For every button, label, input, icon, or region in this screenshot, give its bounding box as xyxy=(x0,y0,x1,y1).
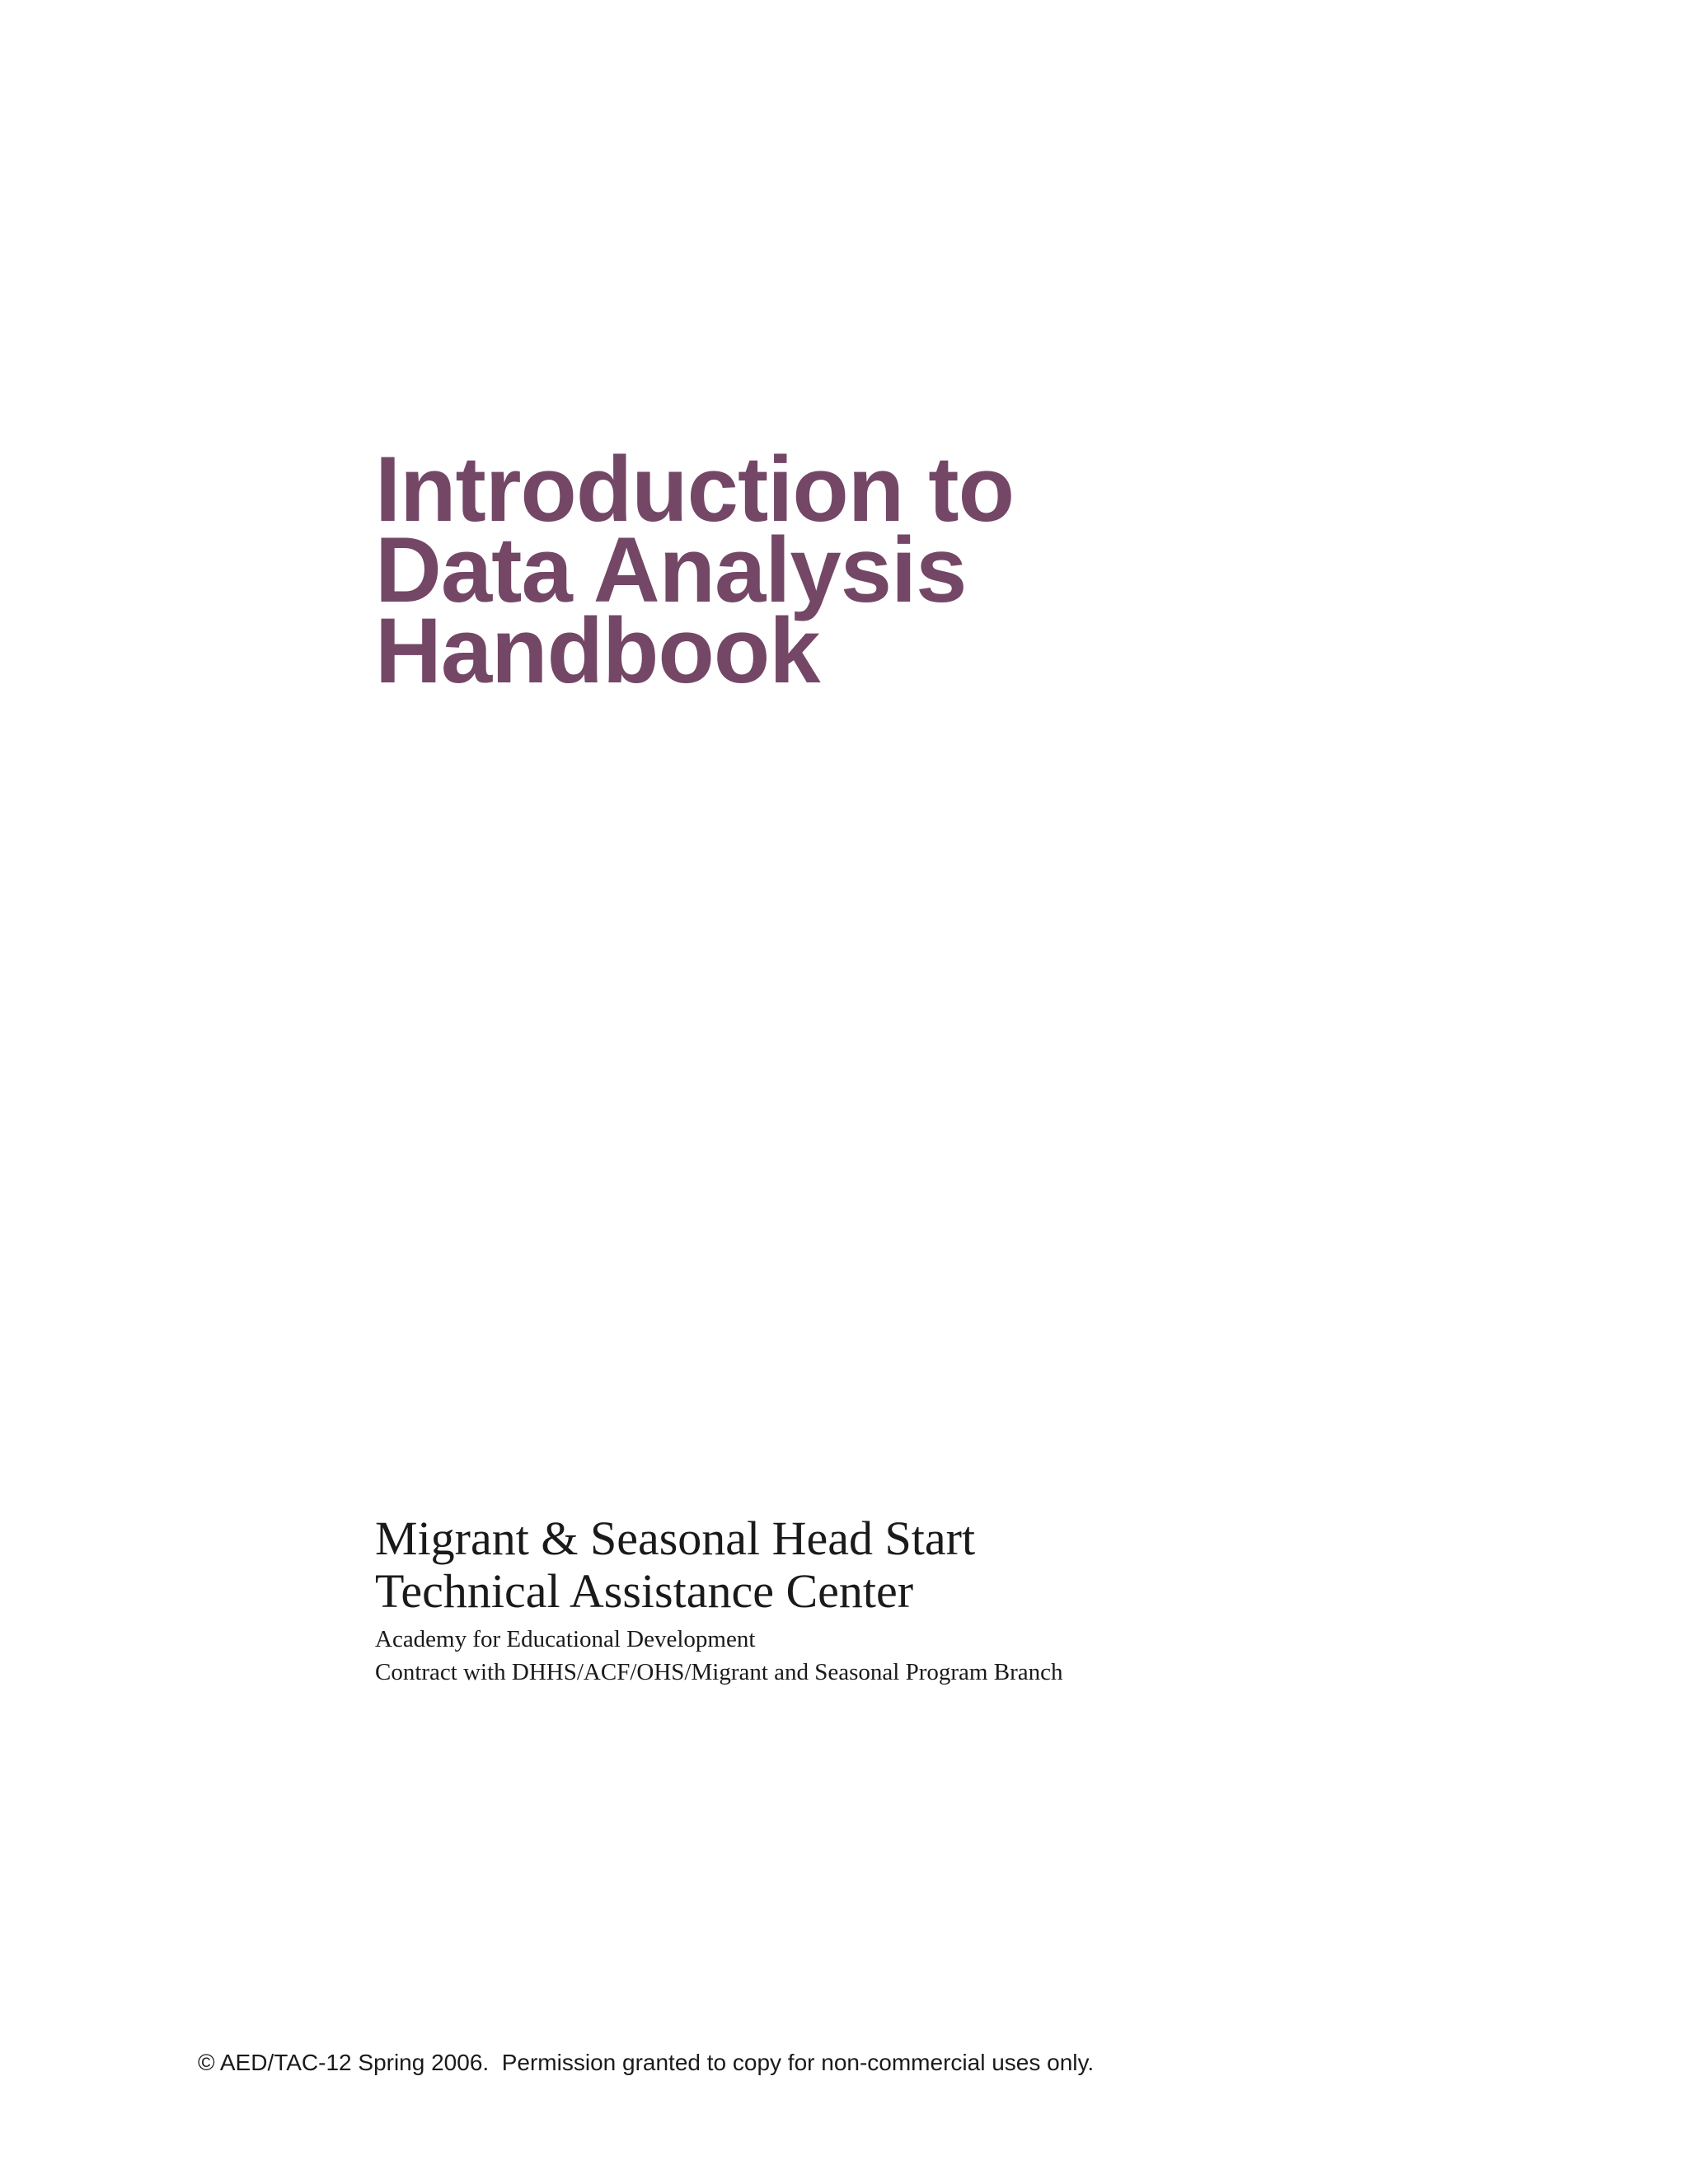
organization-academy: Academy for Educational Development xyxy=(375,1626,756,1652)
organization-name-line-2: Technical Assistance Center xyxy=(375,1564,914,1618)
title-line-2: Data Analysis xyxy=(375,518,967,621)
title-line-1: Introduction to xyxy=(375,438,1015,541)
organization-name-line-1: Migrant & Seasonal Head Start xyxy=(375,1511,976,1565)
organization-block xyxy=(375,1512,1062,1689)
document-title xyxy=(375,438,1015,702)
title-line-3: Handbook xyxy=(375,599,820,702)
copyright-notice: © AED/TAC-12 Spring 2006. Permission granted to copy for non-commercial uses only. xyxy=(198,2050,1095,2075)
organization-contract: Contract with DHHS/ACF/OHS/Migrant and Seasonal Program Branch xyxy=(375,1659,1063,1685)
